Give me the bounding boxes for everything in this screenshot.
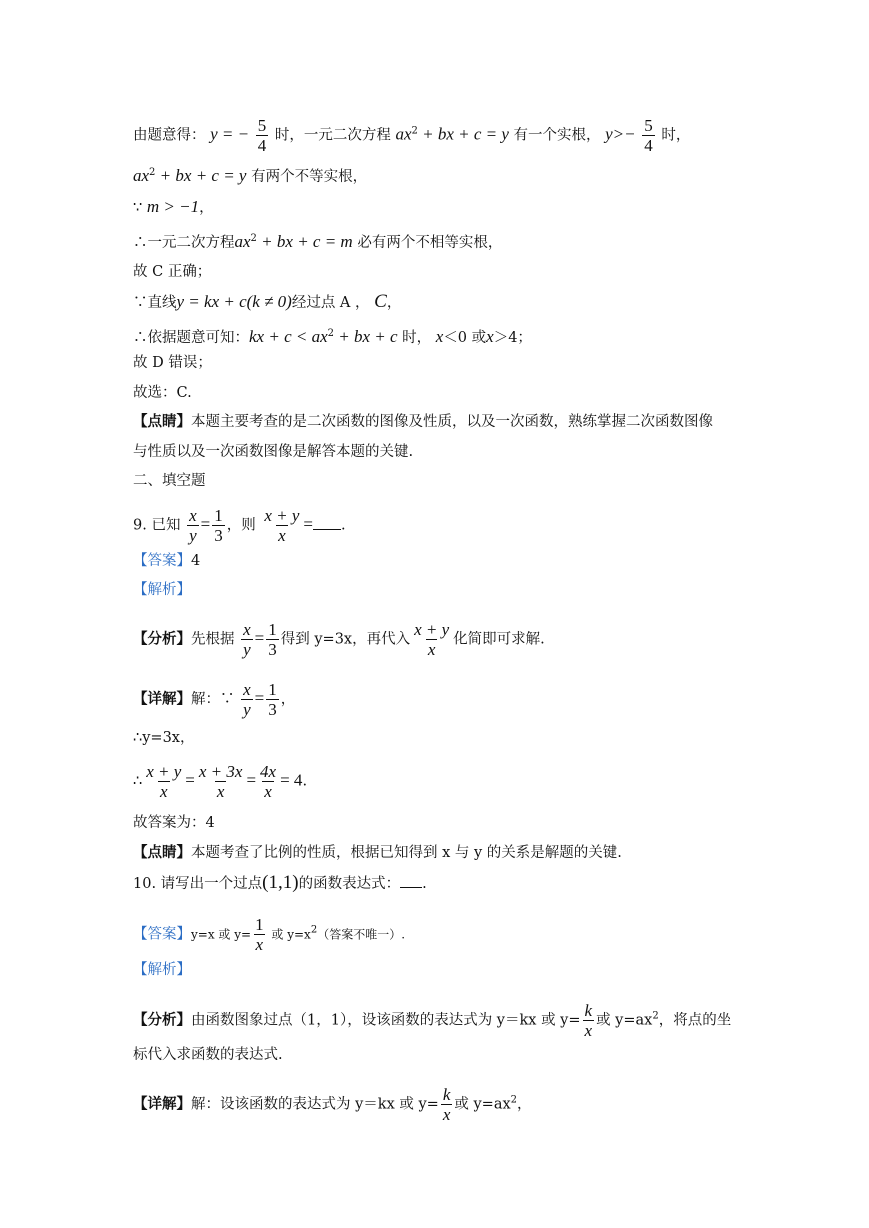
detail-10: 【详解】解：设该函数的表达式为 y＝kx 或 y= $\frac{k}{x}$ 或 $y=ax^2$， xyxy=(133,1085,532,1124)
line-two-roots: $ax^2$ + bx + c = y 有两个不等实根， xyxy=(133,165,368,185)
fraction-x-y: $\frac{x}{y}$ xyxy=(189,506,197,545)
analysis-9: 【分析】先根据 $\frac{x}{y}$ = $\frac{1}{3}$ 得到 y=3x，再代入 $\frac{x + y}{x}$ 化简即可求解. xyxy=(133,620,545,659)
line-comment-1: 【点睛】本题主要考查的是二次函数的图像及性质，以及一次函数，熟练掌握二次函数图像 xyxy=(133,413,713,430)
answer-statement-9: 故答案为：4 xyxy=(133,815,215,831)
line-condition-1: 由题意得： y = − $\frac{5}{4}$ 时，一元二次方程 $ax^2$ + bx + c = y 有一个实根， y>− $\frac{5}{4}$ 时， xyxy=(133,116,691,155)
question-9: 9. 已知 $\frac{x}{y}$ = $\frac{1}{3}$ ，则 $\frac{x + y}{x}$ = . xyxy=(133,506,346,545)
detail-9: 【详解】解：∵ $\frac{x}{y}$ = $\frac{1}{3}$ ， xyxy=(133,680,296,719)
fraction-5-4-b: $\frac{5}{4}$ xyxy=(644,116,653,155)
analysis-heading-9: 【解析】 xyxy=(133,582,191,598)
fraction-1-3: $\frac{1}{3}$ xyxy=(214,506,223,545)
comment-9: 【点睛】本题考查了比例的性质，根据已知得到 x 与 y 的关系是解题的关键. xyxy=(133,844,622,861)
line-d-wrong: 故 D 错误； xyxy=(133,355,212,371)
analysis-heading-10: 【解析】 xyxy=(133,962,191,978)
analysis-10: 【分析】由函数图象过点（1，1），设该函数的表达式为 y＝kx 或 y= $\frac{k}{x}$ 或 $y=ax^2$，将点的坐 xyxy=(133,1001,732,1040)
fraction-xy-x: $\frac{x + y}{x}$ xyxy=(264,506,300,545)
line-choose-c: 故选：C. xyxy=(133,385,192,401)
step-y-3x: ∴y=3x， xyxy=(133,730,195,746)
section-fill-blank: 二、填空题 xyxy=(133,473,206,489)
line-line-through: ∵直线y = kx + c(k ≠ 0)经过点 A ， C， xyxy=(133,291,402,312)
line-therefore-roots: ∴一元二次方程$ax^2$ + bx + c = m 必有两个不相等实根， xyxy=(133,231,503,251)
line-comment-2: 与性质以及一次函数图像是解答本题的关键. xyxy=(133,444,414,460)
answer-blank xyxy=(313,515,341,530)
analysis-10-cont: 标代入求函数的表达式. xyxy=(133,1047,283,1063)
line-therefore-inequality: ∴依据题意可知：kx + $c < ax^2$ + bx + c 时， x＜0 或x＞4； xyxy=(133,326,532,346)
answer-10: 【答案】y=x 或 y= $\frac{1}{x}$ 或 $y=x^2$（答案不唯一）. xyxy=(133,915,406,954)
question-10: 10. 请写出一个过点(1,1)的函数表达式： . xyxy=(133,872,427,893)
answer-blank xyxy=(400,873,422,888)
line-since-m: ∵ m > −1， xyxy=(133,197,214,216)
line-c-correct: 故 C 正确； xyxy=(133,264,212,280)
step-compute: ∴ $\frac{x + y}{x}$ = $\frac{x + 3x}{x}$ = $\frac{4x}{x}$ = 4. xyxy=(133,762,308,801)
answer-9: 【答案】4 xyxy=(133,553,201,569)
fraction-5-4: $\frac{5}{4}$ xyxy=(257,116,267,155)
